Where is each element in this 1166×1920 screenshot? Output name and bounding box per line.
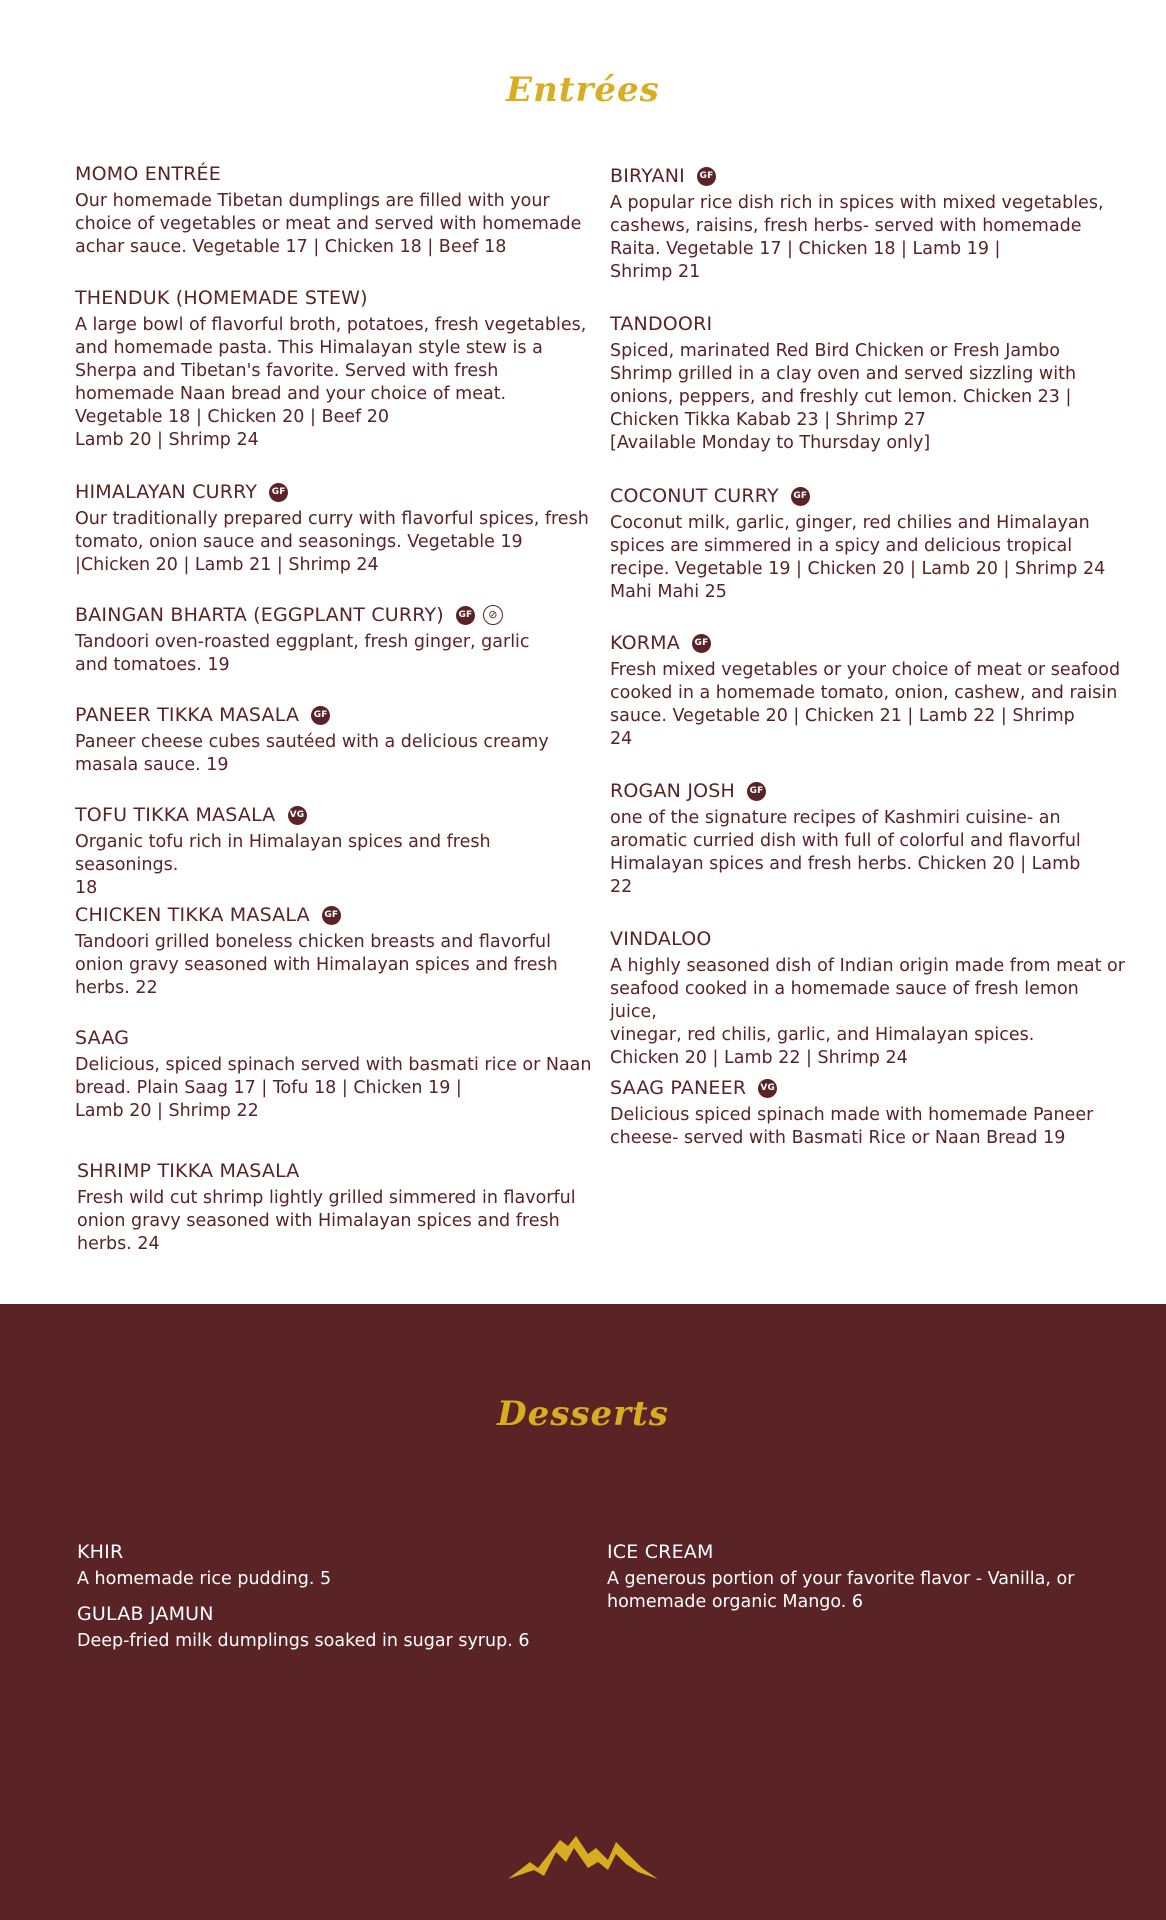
item-name: MOMO ENTRÉE bbox=[75, 163, 221, 185]
item-desc: Deep-fried milk dumplings soaked in sugar syrup. 6 bbox=[77, 1631, 530, 1651]
item-name: SAAG PANEER bbox=[610, 1077, 747, 1099]
menu-item bbox=[610, 779, 1130, 899]
menu-item bbox=[75, 603, 595, 677]
item-desc: Our traditionally prepared curry with flavorful spices, fresh tomato, onion sauce and seasonings. Vegetable 19 |Chicken 20 | Lamb 21 | Shrimp 24 bbox=[75, 509, 589, 575]
menu-item bbox=[610, 164, 1130, 284]
dessert-item bbox=[607, 1540, 1127, 1614]
gluten-free-icon: GF bbox=[692, 634, 711, 653]
mountain-logo-icon bbox=[508, 1834, 658, 1884]
gluten-free-icon: GF bbox=[747, 782, 766, 801]
item-desc: A homemade rice pudding. 5 bbox=[77, 1569, 332, 1589]
menu-item bbox=[75, 480, 595, 577]
menu-item bbox=[75, 162, 595, 259]
item-desc: Tandoori oven-roasted eggplant, fresh ginger, garlic and tomatoes. 19 bbox=[75, 632, 530, 675]
item-name: BIRYANI bbox=[610, 165, 685, 187]
no-gluten-icon: ⊘ bbox=[483, 605, 503, 625]
entrees-title: Entrées bbox=[506, 70, 660, 110]
item-name: ICE CREAM bbox=[607, 1541, 714, 1563]
dessert-item bbox=[77, 1602, 597, 1653]
vegan-icon: VG bbox=[288, 806, 307, 825]
item-desc: Organic tofu rich in Himalayan spices and fresh seasonings. 18 bbox=[75, 832, 491, 898]
item-desc: Delicious spiced spinach made with homemade Paneer cheese- served with Basmati Rice or Naan Bread 19 bbox=[610, 1105, 1094, 1148]
item-desc: A highly seasoned dish of Indian origin made from meat or seafood cooked in a homemade sauce of fresh lemon juice, vinegar, red chilis, garlic, and Himalayan spices. Chicken 20 | Lamb 22 | Shrimp 24 bbox=[610, 956, 1125, 1068]
item-desc: Fresh wild cut shrimp lightly grilled simmered in flavorful onion gravy seasoned with Himalayan spices and fresh herbs. 24 bbox=[77, 1188, 576, 1254]
item-name: KORMA bbox=[610, 632, 680, 654]
item-name: PANEER TIKKA MASALA bbox=[75, 704, 300, 726]
item-desc: Fresh mixed vegetables or your choice of meat or seafood cooked in a homemade tomato, onion, cashew, and raisin sauce. Vegetable 20 | Chicken 21 | Lamb 22 | Shrimp 24 bbox=[610, 660, 1121, 749]
item-name: GULAB JAMUN bbox=[77, 1603, 214, 1625]
desserts-title: Desserts bbox=[497, 1394, 669, 1434]
gluten-free-icon: GF bbox=[791, 487, 810, 506]
menu-item bbox=[75, 803, 595, 900]
menu-item bbox=[610, 1076, 1130, 1150]
item-name: KHIR bbox=[77, 1541, 124, 1563]
gluten-free-icon: GF bbox=[322, 906, 341, 925]
menu-item bbox=[610, 927, 1130, 1070]
item-name: TOFU TIKKA MASALA bbox=[75, 804, 276, 826]
menu-item bbox=[610, 484, 1130, 604]
gluten-free-icon: GF bbox=[697, 167, 716, 186]
item-name: SHRIMP TIKKA MASALA bbox=[77, 1160, 300, 1182]
menu-item bbox=[75, 1026, 595, 1123]
item-name: ROGAN JOSH bbox=[610, 780, 736, 802]
menu-item bbox=[75, 903, 595, 1000]
item-desc: A large bowl of flavorful broth, potatoes, fresh vegetables, and homemade pasta. This Himalayan style stew is a Sherpa and Tibetan's favorite. Served with fresh homemade Naan bread and your choice of meat. Vegetable 18 | Chicken 20 | Beef 20 Lamb 20 | Shrimp 24 bbox=[75, 315, 587, 450]
menu-item bbox=[77, 1159, 597, 1256]
item-name: COCONUT CURRY bbox=[610, 485, 779, 507]
item-name: BAINGAN BHARTA (EGGPLANT CURRY) bbox=[75, 604, 444, 626]
item-desc: A generous portion of your favorite flavor - Vanilla, or homemade organic Mango. 6 bbox=[607, 1569, 1075, 1612]
menu-item bbox=[610, 631, 1130, 751]
item-desc: Spiced, marinated Red Bird Chicken or Fresh Jambo Shrimp grilled in a clay oven and served sizzling with onions, peppers, and freshly cut lemon. Chicken 23 | Chicken Tikka Kabab 23 | Shrimp 27 [Available Monday to Thursday only] bbox=[610, 341, 1077, 453]
item-desc: A popular rice dish rich in spices with mixed vegetables, cashews, raisins, fresh herbs- served with homemade Raita. Vegetable 17 | Chicken 18 | Lamb 19 | Shrimp 21 bbox=[610, 193, 1104, 282]
item-desc: Our homemade Tibetan dumplings are filled with your choice of vegetables or meat and served with homemade achar sauce. Vegetable 17 | Chicken 18 | Beef 18 bbox=[75, 191, 582, 257]
menu-item bbox=[75, 286, 595, 452]
item-desc: Delicious, spiced spinach served with basmati rice or Naan bread. Plain Saag 17 | Tofu 18 | Chicken 19 | Lamb 20 | Shrimp 22 bbox=[75, 1055, 592, 1121]
vegan-icon: VG bbox=[758, 1079, 777, 1098]
item-name: VINDALOO bbox=[610, 928, 712, 950]
item-name: HIMALAYAN CURRY bbox=[75, 481, 258, 503]
menu-item bbox=[75, 703, 595, 777]
item-desc: Paneer cheese cubes sautéed with a delicious creamy masala sauce. 19 bbox=[75, 732, 549, 775]
item-desc: Coconut milk, garlic, ginger, red chilies and Himalayan spices are simmered in a spicy and delicious tropical recipe. Vegetable 19 | Chicken 20 | Lamb 20 | Shrimp 24 Mahi Mahi 25 bbox=[610, 513, 1106, 602]
item-name: THENDUK (HOMEMADE STEW) bbox=[75, 287, 368, 309]
item-desc: Tandoori grilled boneless chicken breasts and flavorful onion gravy seasoned with Himalayan spices and fresh herbs. 22 bbox=[75, 932, 558, 998]
item-name: SAAG bbox=[75, 1027, 130, 1049]
gluten-free-icon: GF bbox=[269, 483, 288, 502]
dessert-item bbox=[77, 1540, 597, 1591]
desserts-section bbox=[0, 1304, 1166, 1920]
gluten-free-icon: GF bbox=[311, 706, 330, 725]
gluten-free-icon: GF bbox=[456, 606, 475, 625]
item-desc: one of the signature recipes of Kashmiri cuisine- an aromatic curried dish with full of colorful and flavorful Himalayan spices and fresh herbs. Chicken 20 | Lamb 22 bbox=[610, 808, 1081, 897]
item-name: TANDOORI bbox=[610, 313, 713, 335]
menu-item bbox=[610, 312, 1130, 455]
item-name: CHICKEN TIKKA MASALA bbox=[75, 904, 310, 926]
